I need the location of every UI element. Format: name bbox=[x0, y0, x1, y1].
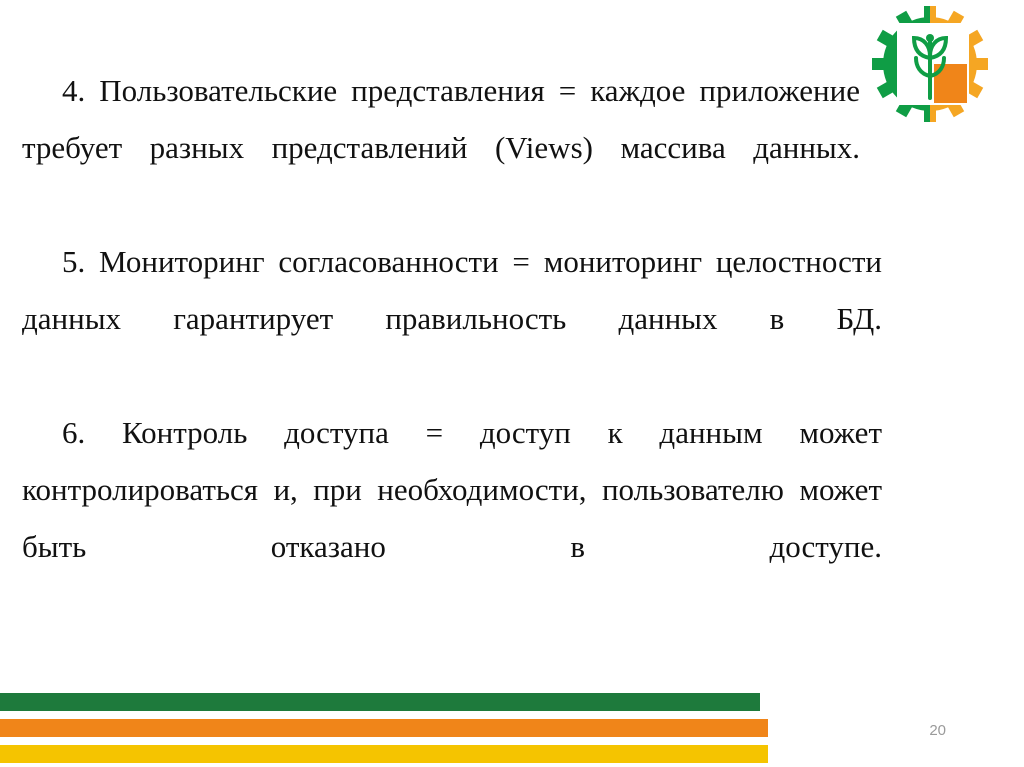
slide-number: 20 bbox=[929, 722, 946, 739]
paragraph-4: 4. Пользовательские представления = каждое приложение требует разных представлений (Views) массива данных. bbox=[22, 73, 860, 166]
bar-green bbox=[0, 693, 760, 711]
bar-yellow bbox=[0, 745, 768, 763]
paragraph-5: 5. Мониторинг согласованности = мониторинг целостности данных гарантирует правильность данных в БД. bbox=[22, 244, 882, 337]
gear-wheat-emblem-icon bbox=[870, 6, 1012, 122]
decorative-bars bbox=[0, 689, 1024, 767]
bar-orange bbox=[0, 719, 768, 737]
slide-body bbox=[22, 62, 882, 632]
paragraph-6: 6. Контроль доступа = доступ к данным может контролироваться и, при необходимости, пользователю может быть отказано в доступе. bbox=[22, 415, 882, 565]
